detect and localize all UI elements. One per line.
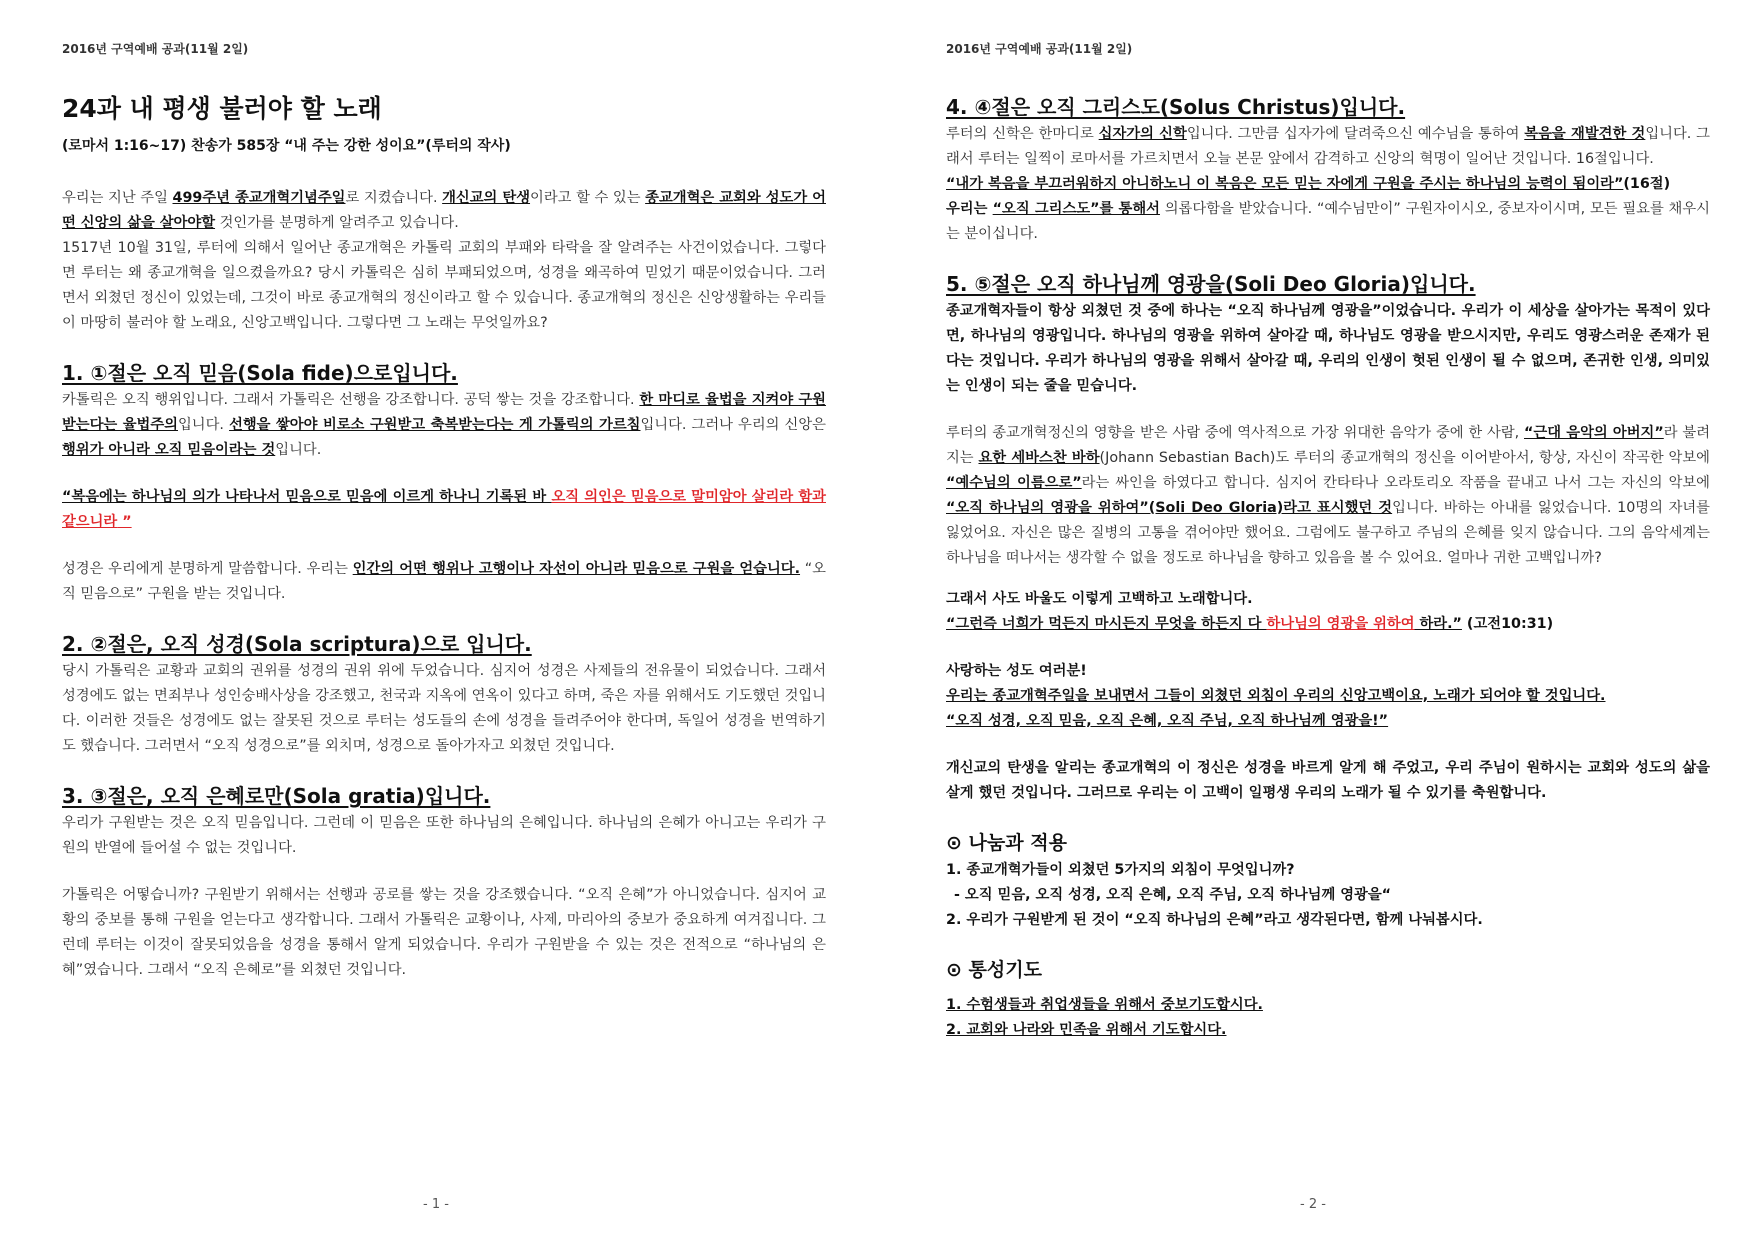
section-1-paragraph-2 bbox=[62, 557, 826, 607]
intro-paragraph-2: 1517년 10월 31일, 루터에 의해서 일어난 종교개혁은 카톨릭 교회의 부패와 타락을 잘 알려주는 사건이었습니다. 그렇다면 루터는 왜 종교개혁을 일으켰을까요? 당시 카톨릭은 심히 부패되었으며, 성경을 왜곡하여 믿었기 때문이었습니다. 그러면서 외쳤던 정신이 있었는데, 그것이 바로 종교개혁의 정신이라고 할 수 있습니다. 종교개혁의 정신은 신앙생활하는 우리들이 마땅히 불러야 할 노래요, 신앙고백입니다. 그렇다면 그 노래는 무엇일까요? bbox=[62, 240, 826, 331]
scripture-verse bbox=[946, 172, 1710, 197]
section-heading-3: 3. ③절은, 오직 은혜로만(Sola gratia)입니다. bbox=[62, 784, 491, 808]
share-question-1: 1. 종교개혁가들이 외쳤던 5가지의 외침이 무엇입니까? bbox=[946, 862, 1295, 878]
section-heading-4: 4. ④절은 오직 그리스도(Solus Christus)입니다. bbox=[946, 95, 1406, 119]
verse-highlight: 오직 의인은 믿음으로 말미암아 살리라 함과 같으니라 bbox=[62, 489, 826, 530]
verse-reference: (고전10:31) bbox=[1461, 616, 1554, 632]
text: 라 불려지는 bbox=[946, 425, 1711, 466]
verse-end: 하라.” bbox=[1414, 616, 1462, 632]
text: “오직 믿음으로” 구원을 받는 것입니다. bbox=[62, 561, 826, 602]
text: 라는 싸인을 하였다고 합니다. 심지어 칸타타나 오라토리오 작품을 끝내고 나서 그는 자신의 악보에 bbox=[1081, 475, 1710, 491]
lesson-title: 24과 내 평생 불러야 할 노래 bbox=[62, 94, 382, 123]
emphasis: 개신교의 탄생 bbox=[442, 190, 531, 206]
text: 카톨릭은 오직 행위입니다. 그래서 가톨릭은 선행을 강조합니다. 공덕 쌓는 것을 강조합니다. bbox=[62, 392, 640, 408]
text: 이라고 할 수 있는 bbox=[530, 190, 646, 206]
scripture-verse bbox=[62, 485, 826, 535]
emphasis: 요한 세바스찬 바하 bbox=[978, 450, 1100, 466]
confession-line: “오직 성경, 오직 믿음, 오직 은혜, 오직 주님, 오직 하나님께 영광을!” bbox=[946, 713, 1389, 729]
section-3-paragraph-2: 가톨릭은 어떻습니까? 구원받기 위해서는 선행과 공로를 쌓는 것을 강조했습니다. “오직 은혜”가 아니었습니다. 심지어 교황의 중보를 통해 구원을 얻는다고 생각합니다. 그래서 가톨릭은 교황이나, 사제, 마리아의 중보가 중요하게 여겨집니다. 그런데 루터는 이것이 잘못되었음을 성경을 통해서 알게 되었습니다. 우리가 구원받을 수 있는 것은 전적으로 “하나님의 은혜”였습니다. 그래서 “오직 은혜로”를 외쳤던 것입니다. bbox=[62, 887, 826, 978]
verse-text: “그런즉 너희가 먹든지 마시든지 무엇을 하든지 다 bbox=[946, 616, 1267, 632]
page-header: 2016년 구역예배 공과(11월 2일) bbox=[946, 42, 1133, 56]
page-content bbox=[946, 92, 1710, 1043]
section-1-paragraph bbox=[62, 388, 826, 463]
prayer-heading: ⊙ 통성기도 bbox=[946, 959, 1042, 981]
emphasis: 행위가 아니라 오직 믿음이라는 것 bbox=[62, 442, 276, 458]
emphasis: 선행을 쌓아야 비로소 구원받고 축복받는다는 게 가톨릭의 가르침 bbox=[229, 417, 641, 433]
page-header: 2016년 구역예배 공과(11월 2일) bbox=[62, 42, 249, 56]
section-heading-5: 5. ⑤절은 오직 하나님께 영광을(Soli Deo Gloria)입니다. bbox=[946, 272, 1476, 296]
text: 입니다. 바하는 아내를 잃었습니다. 10명의 자녀를 잃었어요. 자신은 많은 질병의 고통을 겪어야만 했어요. 그럼에도 불구하고 주님의 은혜를 잊지 않습니다. 그의 음악세계는 하나님을 떠나서는 생각할 수 없을 정도로 하나님을 향하고 있음을 볼 수 있어요. 얼마나 귀한 고백입니까? bbox=[946, 500, 1710, 566]
page-number: - 1 - bbox=[423, 1197, 449, 1212]
emphasis: 종교개혁은 교회와 성도가 어떤 신앙의 삶을 살아야할 bbox=[62, 190, 826, 231]
text: 것인가를 분명하게 알려주고 있습니다. bbox=[215, 215, 459, 231]
text: 입니다. 그래서 루터는 일찍이 로마서를 가르치면서 오늘 본문 앞에서 감격하고 신앙의 혁명이 일어난 것입니다. 16절입니다. bbox=[946, 126, 1710, 167]
section-4-paragraph bbox=[946, 122, 1710, 172]
text: 입니다. 그러나 우리의 신앙은 bbox=[640, 417, 826, 433]
intro-paragraph bbox=[62, 186, 826, 236]
emphasis: 499주년 종교개혁기념주일 bbox=[172, 190, 346, 206]
page-content bbox=[62, 92, 826, 983]
text: 입니다. bbox=[178, 417, 230, 433]
section-5-paragraph-4: 우리는 종교개혁주일을 보내면서 그들이 외쳤던 외침이 우리의 신앙고백이요, 노래가 되어야 할 것입니다. bbox=[946, 688, 1606, 704]
emphasis: “근대 음악의 아버지” bbox=[1524, 425, 1664, 441]
text: 입니다. bbox=[275, 442, 322, 458]
share-heading: ⊙ 나눔과 적용 bbox=[946, 832, 1067, 854]
verse-reference: (16절) bbox=[1623, 176, 1671, 192]
scripture-verse bbox=[946, 612, 1710, 637]
text: 의롭다함을 받았습니다. “예수님만이” 구원자이시오, 중보자이시며, 모든 필요를 채우시는 분이십니다. bbox=[946, 201, 1710, 242]
text: 우리는 bbox=[946, 201, 993, 217]
section-3-paragraph: 우리가 구원받는 것은 오직 믿음입니다. 그런데 이 믿음은 또한 하나님의 은혜입니다. 하나님의 은혜가 아니고는 우리가 구원의 반열에 들어설 수 없는 것입니다. bbox=[62, 815, 826, 856]
text: 성경은 우리에게 분명하게 말씀합니다. 우리는 bbox=[62, 561, 353, 577]
text: 루터의 종교개혁정신의 영향을 받은 사람 중에 역사적으로 가장 위대한 음악가 중에 한 사람, bbox=[946, 425, 1524, 441]
section-5-paragraph: 종교개혁자들이 항상 외쳤던 것 중에 하나는 “오직 하나님께 영광을”이었습니다. 우리가 이 세상을 살아가는 목적이 있다면, 하나님의 영광입니다. 하나님의 영광을 위하여 살아갈 때, 하나님도 영광을 받으시지만, 우리도 영광스러운 존재가 된다는 것입니다. 우리가 하나님의 영광을 위해서 살아갈 때, 우리의 인생이 헛된 인생이 될 수 없으며, 존귀한 인생, 의미있는 인생이 되는 줄을 믿습니다. bbox=[946, 303, 1710, 394]
text: 루터의 신학은 한마디로 bbox=[946, 126, 1099, 142]
emphasis: “오직 그리스도”를 통해서 bbox=[992, 201, 1160, 217]
section-4-paragraph-2 bbox=[946, 197, 1710, 247]
verse-end: ” bbox=[117, 514, 132, 530]
section-5-paragraph-2 bbox=[946, 421, 1710, 571]
emphasis: 한 마디로 율법을 지켜야 구원 받는다는 율법주의 bbox=[62, 392, 826, 433]
text: 우리는 지난 주일 bbox=[62, 190, 173, 206]
section-heading-1: 1. ①절은 오직 믿음(Sola fide)으로입니다. bbox=[62, 361, 458, 385]
text: (Johann Sebastian Bach)도 루터의 종교개혁의 정신을 이어받아서, 항상, 자신이 작곡한 악보에 bbox=[1099, 450, 1710, 466]
text: 로 지켰습니다. bbox=[345, 190, 443, 206]
lesson-reference: (로마서 1:16~17) 찬송가 585장 “내 주는 강한 성이요”(루터의 작사) bbox=[62, 138, 511, 154]
emphasis: “오직 하나님의 영광을 위하여”(Soli Deo Gloria)라고 표시했던 것 bbox=[946, 500, 1393, 516]
prayer-item-2: 2. 교회와 나라와 민족을 위해서 기도합시다. bbox=[946, 1022, 1227, 1038]
verse-text: “내가 복음을 부끄러워하지 아니하노니 이 복음은 모든 믿는 자에게 구원을 주시는 하나님의 능력이 됨이라” bbox=[946, 176, 1624, 192]
section-5-paragraph-3: 그래서 사도 바울도 이렇게 고백하고 노래합니다. bbox=[946, 591, 1253, 607]
text: 입니다. 그만큼 십자가에 달려죽으신 예수님을 통하여 bbox=[1186, 126, 1525, 142]
share-question-2: 2. 우리가 구원받게 된 것이 “오직 하나님의 은혜”라고 생각된다면, 함께 나눠봅시다. bbox=[946, 912, 1483, 928]
page-number: - 2 - bbox=[1300, 1197, 1326, 1212]
share-answer-1: - 오직 믿음, 오직 성경, 오직 은혜, 오직 주님, 오직 하나님께 영광을“ bbox=[954, 887, 1392, 903]
section-5-paragraph-5: 개신교의 탄생을 알리는 종교개혁의 이 정신은 성경을 바르게 알게 해 주었고, 우리 주님이 원하시는 교회와 성도의 삶을 살게 했던 것입니다. 그러므로 우리는 이 고백이 일평생 우리의 노래가 될 수 있기를 축원합니다. bbox=[946, 760, 1710, 801]
section-heading-2: 2. ②절은, 오직 성경(Sola scriptura)으로 입니다. bbox=[62, 632, 532, 656]
section-2-paragraph: 당시 가톨릭은 교황과 교회의 권위를 성경의 권위 위에 두었습니다. 심지어 성경은 사제들의 전유물이 되었습니다. 그래서 성경에도 없는 면죄부나 성인숭배사상을 강조했고, 천국과 지옥에 연옥이 있다고 하며, 죽은 자를 위해서도 기도했던 것입니다. 이러한 것들은 성경에도 없는 잘못된 것으로 루터는 성도들의 손에 성경을 들려주어야 한다며, 독일어 성경을 번역하기도 했습니다. 그러면서 “오직 성경으로”를 외치며, 성경으로 돌아가자고 외쳤던 것입니다. bbox=[62, 663, 826, 754]
verse-highlight: 하나님의 영광을 위하여 bbox=[1266, 616, 1415, 632]
emphasis: 인간의 어떤 행위나 고행이나 자선이 아니라 믿음으로 구원을 얻습니다. bbox=[352, 561, 801, 577]
page-right bbox=[877, 0, 1754, 1240]
emphasis: “예수님의 이름으로” bbox=[946, 475, 1082, 491]
emphasis: 복음을 재발견한 것 bbox=[1524, 126, 1646, 142]
greeting: 사랑하는 성도 여러분! bbox=[946, 663, 1087, 679]
verse-text: “복음에는 하나님의 의가 나타나서 믿음으로 믿음에 이르게 하나니 기록된 바 bbox=[62, 489, 552, 505]
emphasis: 십자가의 신학 bbox=[1098, 126, 1187, 142]
prayer-item-1: 1. 수험생들과 취업생들을 위해서 중보기도합시다. bbox=[946, 997, 1263, 1013]
